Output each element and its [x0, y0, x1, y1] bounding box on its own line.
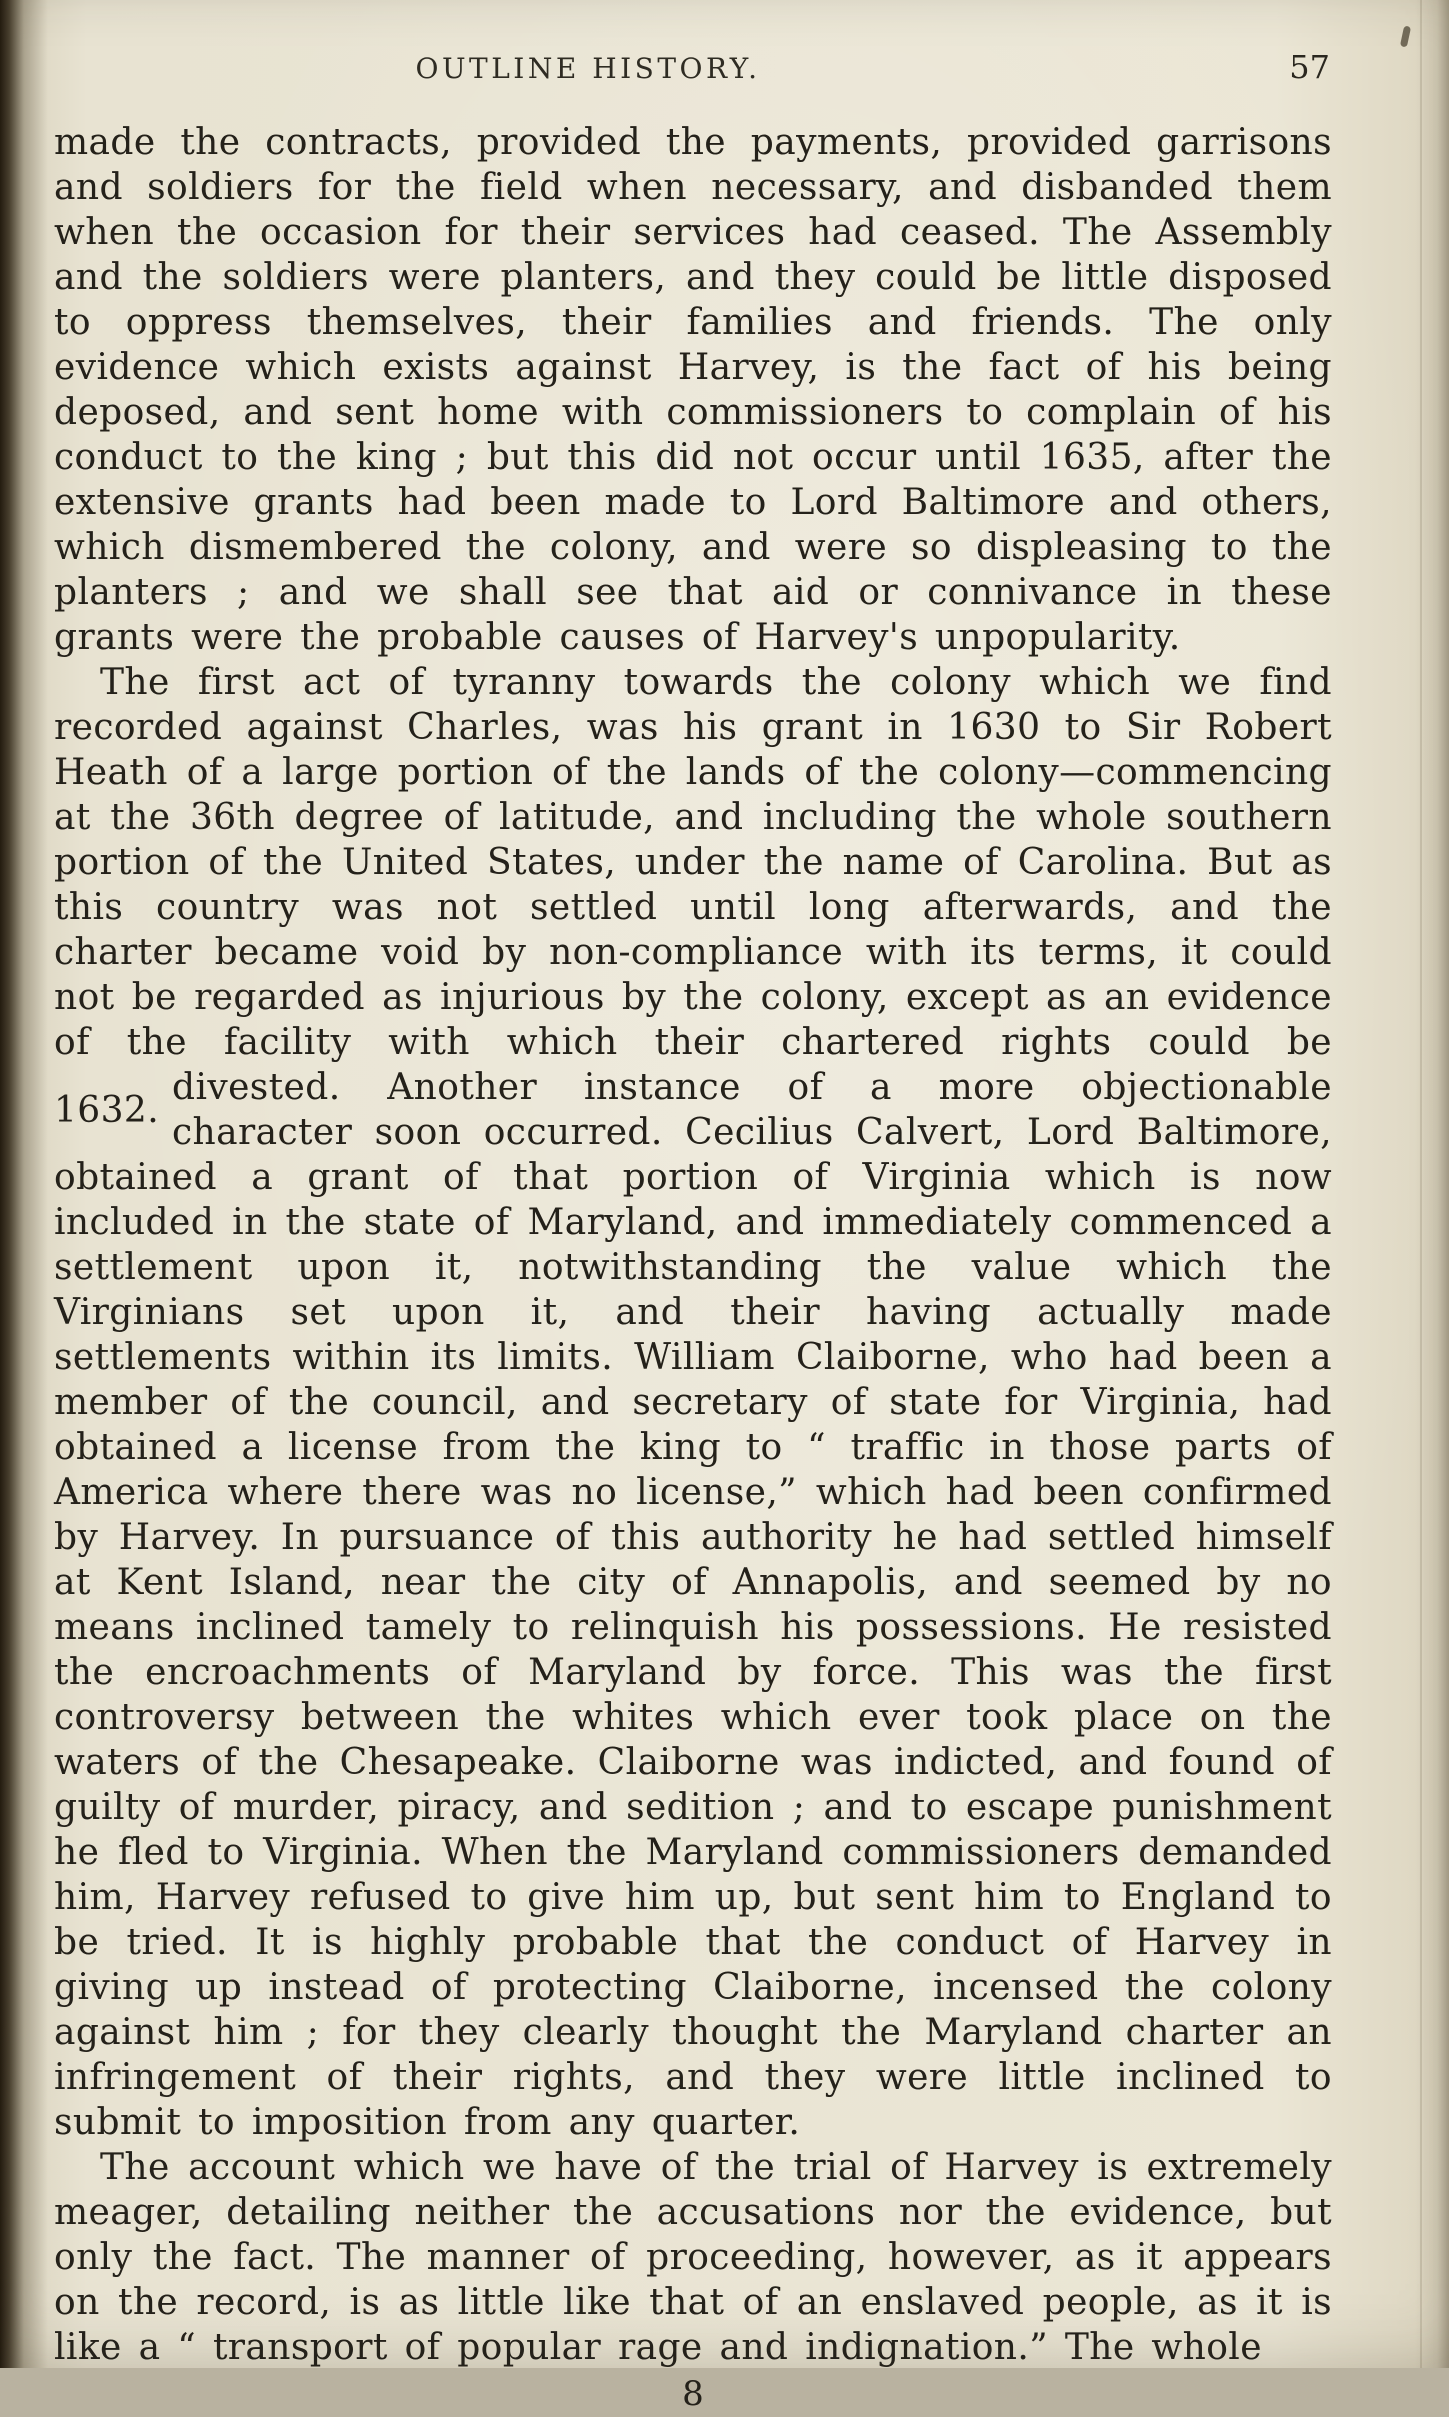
marginal-year-note: 1632.	[54, 1089, 160, 1131]
page-crease-line	[1420, 0, 1422, 2368]
scan-artifact-mark	[1400, 26, 1411, 48]
paragraph-text: The first act of tyranny towards the colony which we find recorded against Charles, was his grant in 1630 to Sir Robert Heath of a large portion of the lands of the colony—commencing at the 36th degree of latitude, and including the whole southern portion of the United States, under the name of Carolina. But as this country was not settled until long afterwards, and the charter became void by non-compliance with its terms, it could not be regarded as injurious by the colony, except as an evidence of the facility with which their chartered rights could be divested.	[54, 662, 1332, 1108]
paragraph-third: The account which we have of the trial of Harvey is extremely meager, detailing neither the accusations nor the evidence, but only the fact. The manner of proceeding, however, as it appears on the record, is as little like that of an enslaved people, as it is like a “ transport of popular rage and indignation.” The whole	[54, 2147, 1332, 2368]
running-title: OUTLINE HISTORY.	[415, 52, 761, 85]
paragraph-second	[54, 660, 1332, 2145]
paragraph-continuation: made the contracts, provided the payments, provided garrisons and soldiers for the field when necessary, and disbanded them when the occasion for their services had ceased. The Assembly and the soldiers were planters, and they could be little disposed to oppress themselves, their families and friends. The only evidence which exists against Harvey, is the fact of his being deposed, and sent home with commissioners to complain of his conduct to the king ; but this did not occur until 1635, after the extensive grants had been made to Lord Baltimore and others, which dismembered the colony, and were so displeasing to the planters ; and we shall see that aid or connivance in these grants were the probable causes of Harvey's unpopularity.	[54, 122, 1332, 658]
signature-mark: 8	[682, 2374, 704, 2414]
page-content	[54, 44, 1332, 2417]
paragraph-text: Another instance of a more objectionable character soon occurred. Cecilius Calvert, Lord Baltimore, obtained a grant of that portion of Virginia which is now included in the state of Maryland, and immediately commenced a settlement upon it, notwithstanding the value which the Virginians set upon it, and their having actually made settlements within its limits. William Claiborne, who had been a member of the council, and secretary of state for Virginia, had obtained a license from the king to “ traffic in those parts of America where there was no license,” which had been confirmed by Harvey. In pursuance of this authority he had settled himself at Kent Island, near the city of Annapolis, and seemed by no means inclined tamely to relinquish his possessions. He resisted the encroachments of Maryland by force. This was the first controversy between the whites which ever took place on the waters of the Chesapeake. Claiborne was indicted, and found of guilty of murder, piracy, and sedition ; and to escape punishment he fled to Virginia. When the Maryland commissioners demanded him, Harvey refused to give him up, but sent him to England to be tried. It is highly probable that the conduct of Harvey in giving up instead of protecting Claiborne, incensed the colony against him ; for they clearly thought the Maryland charter an infringement of their rights, and they were little inclined to submit to imposition from any quarter.	[54, 1067, 1333, 2143]
page-header	[54, 44, 1332, 96]
binding-gutter-shadow	[0, 0, 48, 2368]
page-number: 57	[1289, 48, 1330, 86]
